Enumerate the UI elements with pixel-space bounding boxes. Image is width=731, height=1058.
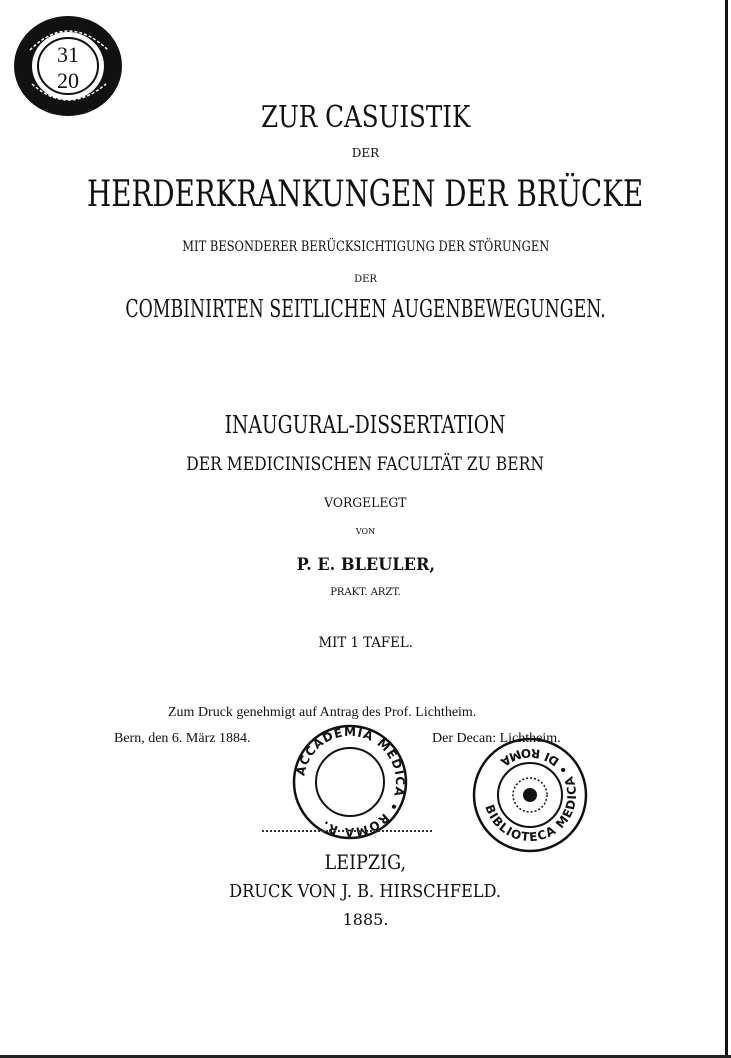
- main-title: HERDERKRANKUNGEN DER BRÜCKE: [87, 174, 644, 215]
- faculty-line: DER MEDICINISCHEN FACULTÄT ZU BERN: [186, 453, 545, 475]
- biblioteca-stamp: [470, 735, 590, 855]
- decan-line: Der Decan: Lichtheim.: [432, 731, 561, 746]
- vorgelegt-line: VORGELEGT: [324, 496, 407, 511]
- printer-line: DRUCK VON J. B. HIRSCHFELD.: [229, 881, 502, 902]
- svg-text:31: 31: [57, 42, 79, 67]
- title-der-1: DER: [351, 146, 380, 160]
- dissertation-heading: INAUGURAL-DISSERTATION: [225, 411, 506, 439]
- subtitle-der: DER: [354, 274, 377, 285]
- author-title: PRAKT. ARZT.: [330, 587, 401, 598]
- svg-text:BIBLIOTECA MEDICA • DI ROMA: BIBLIOTECA MEDICA • DI ROMA: [482, 745, 580, 845]
- svg-text:20: 20: [57, 68, 79, 93]
- plates-line: MIT 1 TAFEL.: [318, 635, 413, 651]
- von-line: VON: [355, 527, 376, 536]
- subtitle: MIT BESONDERER BERÜCKSICHTIGUNG DER STÖRUNGEN: [181, 239, 550, 255]
- svg-text:ACCADEMIA MEDICA • ROMA R.: ACCADEMIA MEDICA • ROMA R.: [293, 724, 408, 840]
- author-name: P. E. BLEULER,: [296, 555, 435, 575]
- year-line: 1885.: [342, 910, 389, 929]
- place-date: Bern, den 6. März 1884.: [114, 731, 251, 746]
- divider-rule: [262, 830, 432, 832]
- approval-line: Zum Druck genehmigt auf Antrag des Prof. Lichtheim.: [168, 705, 477, 720]
- title-line-1: ZUR CASUISTIK: [260, 100, 471, 135]
- city-line: LEIPZIG,: [324, 850, 407, 874]
- accademia-stamp: [290, 722, 410, 842]
- subtitle-2: COMBINIRTEN SEITLICHEN AUGENBEWEGUNGEN.: [125, 295, 606, 323]
